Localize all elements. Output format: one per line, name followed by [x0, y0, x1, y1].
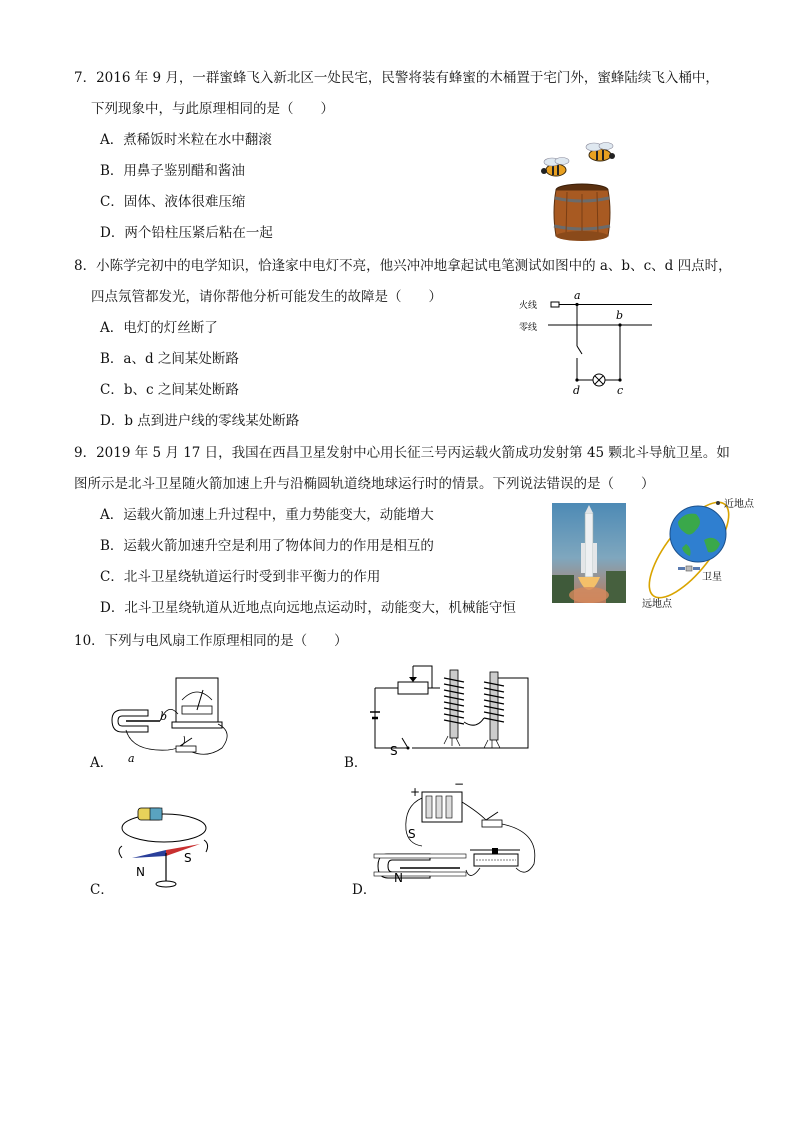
- q7-stem-line2: 下列现象中，与此原理相同的是（ ）: [91, 101, 334, 117]
- rocket-launch-photo: [552, 503, 626, 603]
- switch-icon: [176, 738, 196, 752]
- point-c-label: c: [617, 384, 624, 396]
- q9-option-d[interactable]: D．北斗卫星绕轨道从近地点向远地点运动时，动能变大，机械能守恒: [100, 600, 516, 616]
- magnet-n-label: N: [394, 871, 403, 885]
- plus-terminal-label: +: [410, 785, 421, 799]
- rheostat-icon: [470, 848, 520, 866]
- q10-option-b[interactable]: B．: [344, 755, 368, 771]
- point-a-label: a: [574, 289, 581, 302]
- satellite-orbit-figure: [634, 494, 784, 612]
- q8-option-b[interactable]: B．a、d 之间某处断路: [100, 351, 239, 367]
- q10-option-d[interactable]: D．: [352, 882, 377, 898]
- needle-s-label: S: [184, 851, 192, 865]
- lamp-icon: [593, 374, 605, 386]
- q10-option-a[interactable]: A．: [90, 755, 114, 771]
- figure-c-oersted: [112, 800, 224, 892]
- figure-a-induction: [108, 672, 238, 768]
- bees-barrel-figure: [522, 140, 627, 244]
- q7-option-d[interactable]: D．两个铅柱压紧后粘在一起: [100, 225, 273, 241]
- point-b-label: b: [616, 309, 624, 322]
- neutral-wire-label: 零线: [519, 323, 538, 333]
- q8-option-d[interactable]: D．b 点到进户线的零线某处断路: [100, 413, 300, 429]
- point-a-label: a: [128, 752, 135, 765]
- apogee-label: 远地点: [642, 599, 672, 610]
- electromagnet-icon: [484, 672, 504, 748]
- satellite-icon: [678, 566, 700, 571]
- live-wire-label: 火线: [519, 301, 538, 311]
- q9-option-c[interactable]: C．北斗卫星绕轨道运行时受到非平衡力的作用: [100, 569, 381, 585]
- switch-icon: [577, 346, 582, 354]
- bee-icon: [541, 158, 569, 177]
- rheostat-icon: [398, 666, 428, 694]
- minus-terminal-label: −: [454, 782, 465, 791]
- battery-icon: [138, 808, 162, 820]
- galvanometer-icon: [172, 678, 222, 728]
- q8-option-a[interactable]: A．电灯的灯丝断了: [100, 320, 218, 336]
- q10-option-c[interactable]: C．: [90, 882, 114, 898]
- q7-option-b[interactable]: B．用鼻子鉴别醋和酱油: [100, 163, 245, 179]
- q10-stem: 10．下列与电风扇工作原理相同的是（ ）: [74, 633, 348, 649]
- figure-b-electromagnets: [368, 660, 536, 760]
- q8-stem-line1: 8．小陈学完初中的电学知识，恰逢家中电灯不亮，他兴冲冲地拿起试电笔测试如图中的 a、b、c、d 四点时，: [74, 258, 732, 274]
- q7-option-c[interactable]: C．固体、液体很难压缩: [100, 194, 246, 210]
- earth-icon: [670, 506, 726, 562]
- q7-stem-line1: 7．2016 年 9 月，一群蜜蜂飞入新北区一处民宅，民警将装有蜂蜜的木桶置于宅门外，蜜蜂陆续飞入桶中，: [74, 70, 719, 86]
- fuse-icon: [551, 302, 559, 307]
- q7-option-a[interactable]: A．煮稀饭时米粒在水中翻滚: [100, 132, 272, 148]
- q9-option-a[interactable]: A．运载火箭加速上升过程中，重力势能变大，动能增大: [100, 507, 434, 523]
- perigee-label: 近地点: [724, 499, 754, 510]
- circuit-diagram-q8: [518, 288, 658, 396]
- q8-option-c[interactable]: C．b、c 之间某处断路: [100, 382, 239, 398]
- needle-n-label: N: [136, 865, 145, 879]
- battery-icon: [422, 792, 462, 822]
- barrel-icon: [554, 184, 610, 241]
- figure-d-motor-principle: [370, 782, 544, 892]
- electromagnet-icon: [444, 670, 464, 746]
- satellite-label: 卫星: [702, 572, 722, 583]
- q8-stem-line2: 四点氖管都发光，请你帮他分析可能发生的故障是（ ）: [91, 289, 442, 305]
- q9-stem-line1: 9．2019 年 5 月 17 日，我国在西昌卫星发射中心用长征三号丙运载火箭成功发射第 45 颗北斗导航卫星。如: [74, 445, 730, 461]
- switch-s-label: S: [390, 744, 398, 758]
- bee-icon: [586, 143, 615, 162]
- magnet-s-label: S: [408, 827, 416, 841]
- q9-stem-line2: 图所示是北斗卫星随火箭加速上升与沿椭圆轨道绕地球运行时的情景。下列说法错误的是（ ）: [74, 476, 655, 492]
- q9-option-b[interactable]: B．运载火箭加速升空是利用了物体间力的作用是相互的: [100, 538, 434, 554]
- point-d-label: d: [573, 384, 581, 396]
- point-b-label: b: [160, 710, 168, 723]
